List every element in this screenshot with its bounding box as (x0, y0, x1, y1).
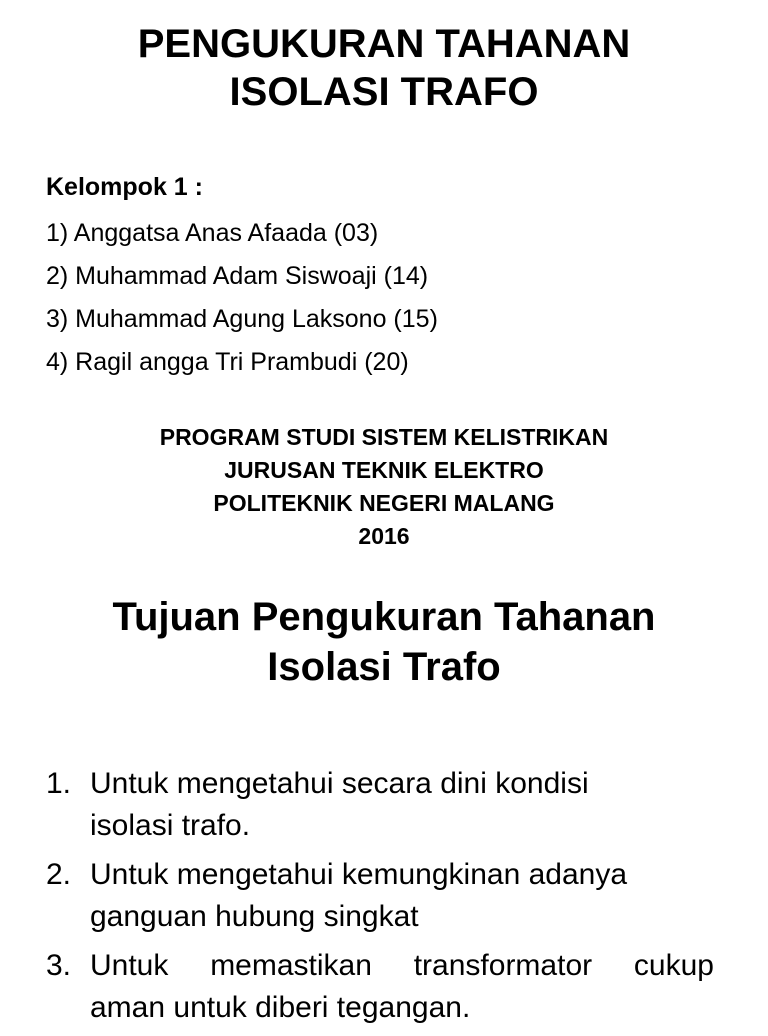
member-item: 3) Muhammad Agung Laksono (15) (46, 305, 438, 333)
objective-line: Untuk mengetahui secara dini kondisi (90, 767, 589, 800)
year: 2016 (358, 523, 410, 549)
slide-title (0, 20, 768, 116)
title-line-1: PENGUKURAN TAHANAN (137, 22, 631, 66)
objective-item (46, 763, 714, 847)
objective-item (46, 854, 714, 938)
objective-text (90, 767, 589, 842)
objective-line: aman untuk diberi tegangan. (90, 991, 471, 1024)
objective-item (46, 945, 714, 1029)
title-line-2: ISOLASI TRAFO (229, 70, 539, 114)
objective-number: 1. (46, 767, 72, 800)
objective-number: 2. (46, 858, 72, 891)
objective-text (90, 858, 627, 933)
title-line-2: Isolasi Trafo (267, 645, 501, 689)
objective-line: Untuk mengetahui kemungkinan adanya (90, 858, 628, 891)
objective-list (46, 763, 714, 1036)
objective-line: ganguan hubung singkat (90, 900, 419, 933)
member-item: 4) Ragil angga Tri Prambudi (20) (46, 348, 409, 376)
objective-line: isolasi trafo. (90, 809, 251, 842)
member-item: 2) Muhammad Adam Siswoaji (14) (46, 262, 429, 290)
program-name: PROGRAM STUDI SISTEM KELISTRIKAN (159, 424, 609, 450)
institution-block (0, 421, 768, 553)
member-item: 1) Anggatsa Anas Afaada (03) (46, 219, 379, 247)
objective-line: Untuk memastikan transformator cukup (90, 949, 714, 982)
member-list (46, 212, 438, 384)
department-name: JURUSAN TEKNIK ELEKTRO (224, 457, 544, 483)
objective-text (90, 945, 714, 1029)
title-line-1: Tujuan Pengukuran Tahanan (112, 595, 656, 639)
school-name: POLITEKNIK NEGERI MALANG (213, 490, 555, 516)
objective-number: 3. (46, 949, 72, 982)
group-heading: Kelompok 1 : (46, 173, 203, 201)
objectives-slide (0, 580, 768, 1024)
slide-title (0, 592, 768, 692)
